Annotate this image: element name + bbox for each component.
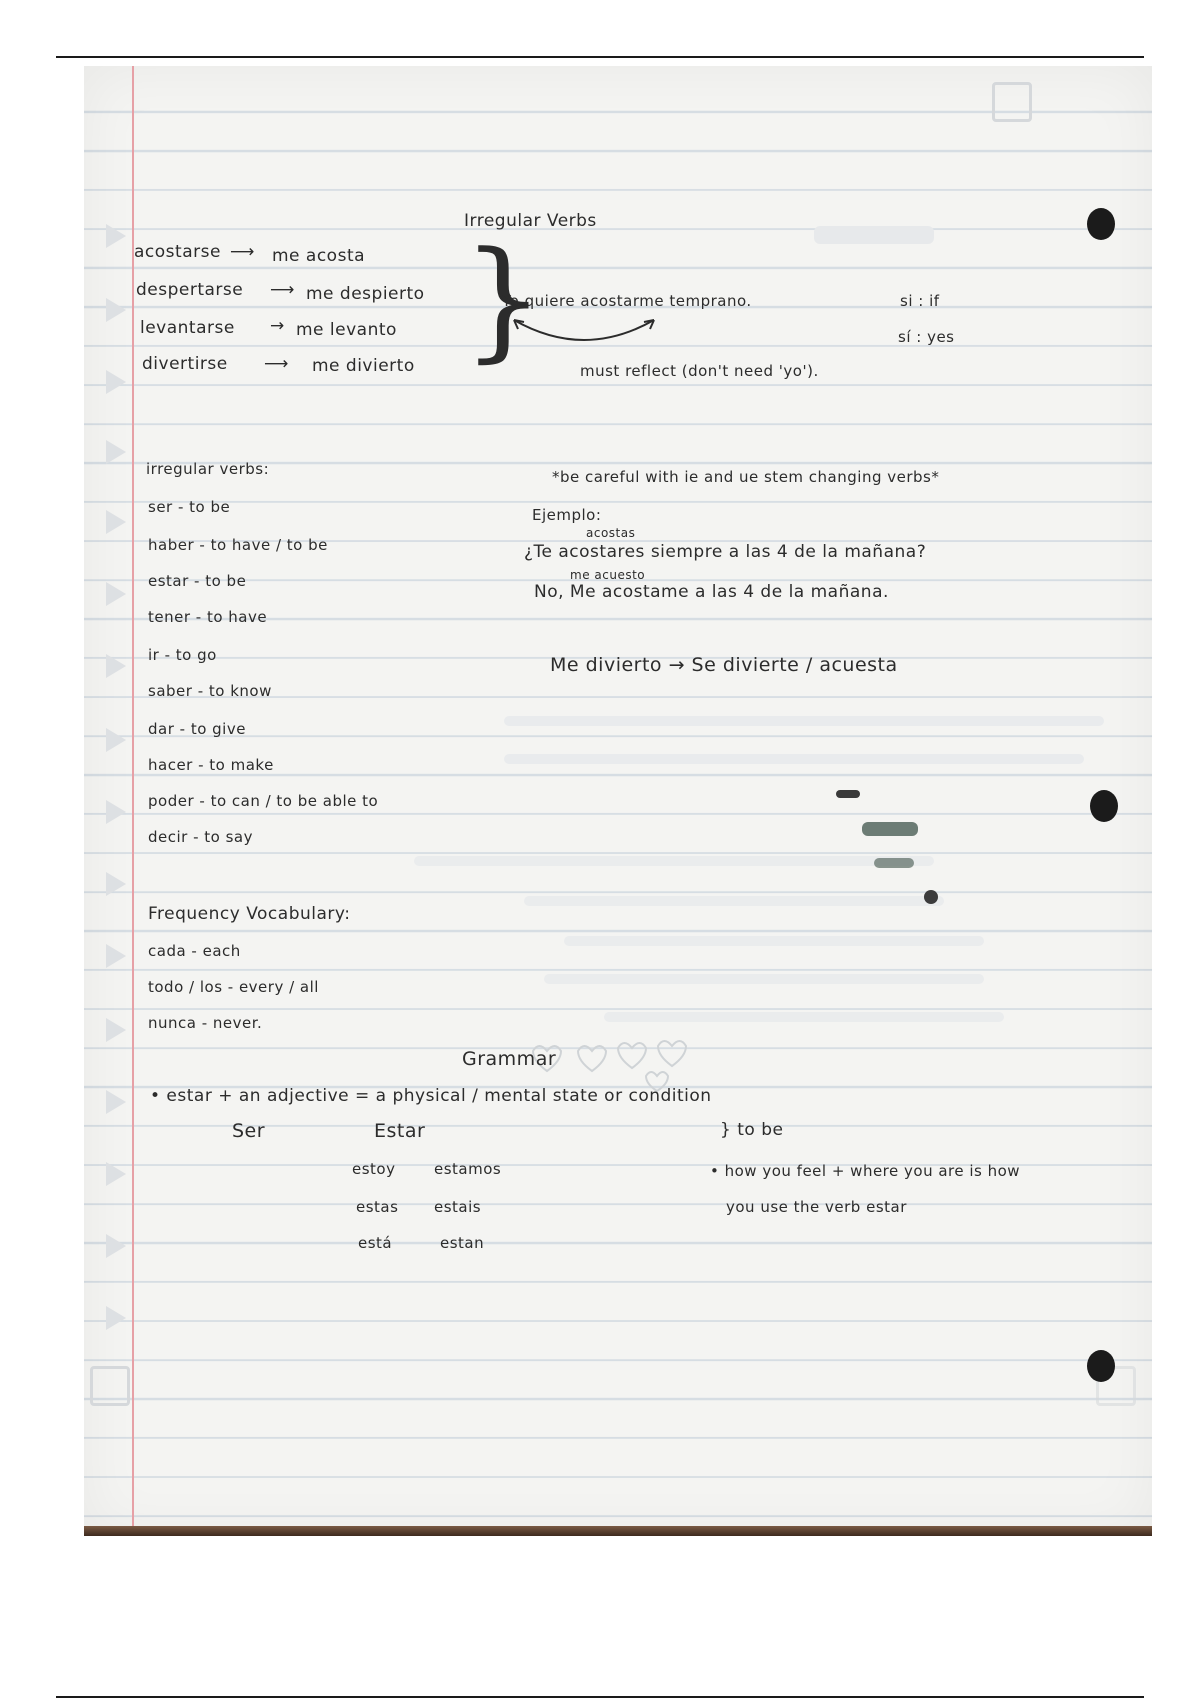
curved-arrow-icon [504,312,664,352]
frequency-item: nunca - never. [148,1014,263,1032]
page-bottom-edge [84,1526,1152,1536]
grammar-rule: • estar + an adjective = a physical / mental state or condition [150,1086,712,1106]
corner-logo-icon [992,82,1032,122]
bleed-through-mark [544,974,984,984]
bleed-triangle-icon [106,872,126,896]
reflexive-form: me acosta [272,246,366,266]
bleed-triangle-icon [106,582,126,606]
bleed-triangle-icon [106,944,126,968]
arrow-icon: → [270,316,285,336]
bleed-through-mark [814,226,934,244]
reflexive-verb: despertarse [136,280,244,300]
bleed-triangle-icon [106,1234,126,1258]
ink-scribble [924,890,938,904]
conjugation-cell: está [358,1234,393,1252]
bleed-triangle-icon [106,800,126,824]
example-answer: No, Me acostame a las 4 de la mañana. [534,582,889,602]
estar-label: Estar [374,1120,426,1142]
bleed-triangle-icon [106,298,126,322]
irregular-verb-item: dar - to give [148,720,246,738]
irregular-verb-item: haber - to have / to be [148,536,328,554]
si-yes-note: sí : yes [898,328,955,346]
irregular-verbs-title: Irregular Verbs [464,211,597,231]
reflexive-verb: levantarse [140,318,235,338]
conjugation-cell: estais [434,1198,482,1216]
arrow-icon: ⟶ [230,242,255,262]
bleed-through-mark [414,856,934,866]
irregular-verb-item: decir - to say [148,828,253,846]
irregular-verb-item: ser - to be [148,498,231,516]
how-you-feel-note: • how you feel + where you are is how [710,1162,1021,1180]
bleed-through-mark [604,1012,1004,1022]
ink-scribble [874,858,914,868]
bleed-triangle-icon [106,224,126,248]
bleed-triangle-icon [106,1090,126,1114]
notebook-page [84,66,1152,1536]
conjugation-cell: estamos [434,1160,502,1178]
top-rule [56,56,1144,58]
bleed-triangle-icon [106,370,126,394]
brace-icon: } [462,223,545,375]
bleed-triangle-icon [106,1306,126,1330]
ejemplo-label: Ejemplo: [532,506,602,524]
reflexive-form: me despierto [306,284,425,304]
conjugation-cell: estoy [352,1160,396,1178]
bleed-triangle-icon [106,510,126,534]
grammar-title: Grammar [462,1048,557,1070]
margin-line [132,66,134,1536]
binder-hole [1087,1350,1115,1382]
careful-note: *be careful with ie and ue stem changing verbs* [552,468,940,486]
conjugation-cell: estan [440,1234,485,1252]
frequency-item: cada - each [148,942,241,960]
ink-scribble [862,822,918,836]
arrow-icon: ⟶ [264,354,289,374]
example-sentence: Yo quiere acostarme temprano. [502,292,752,310]
bleed-triangle-icon [106,654,126,678]
bleed-through-mark [524,896,944,906]
conjugation-cell: estas [356,1198,399,1216]
frequency-header: Frequency Vocabulary: [148,904,351,924]
irregular-verb-item: poder - to can / to be able to [148,792,379,810]
arrow-icon: ⟶ [270,280,295,300]
irregular-verb-item: saber - to know [148,682,272,700]
must-reflect-note: must reflect (don't need 'yo'). [580,362,819,380]
reflexive-form: me divierto [312,356,415,376]
bleed-triangle-icon [106,1162,126,1186]
bleed-triangle-icon [106,1018,126,1042]
bleed-triangle-icon [106,728,126,752]
to-be-note: } to be [720,1120,784,1140]
ser-label: Ser [232,1120,266,1142]
bleed-triangle-icon [106,440,126,464]
irregular-verb-item: tener - to have [148,608,268,626]
si-if-note: si : if [900,292,940,310]
how-you-feel-note: you use the verb estar [726,1198,907,1216]
binder-hole [1090,790,1118,822]
irregular-verb-item: hacer - to make [148,756,274,774]
correction-note: me acuesto [570,568,646,582]
irregular-verb-item: estar - to be [148,572,247,590]
frequency-item: todo / los - every / all [148,978,319,996]
reflexive-form: me levanto [296,320,397,340]
bleed-through-mark [564,936,984,946]
bleed-through-mark [504,716,1104,726]
reflexive-verb: divertirse [142,354,228,374]
correction-note: acostas [586,526,636,540]
example-question: ¿Te acostares siempre a las 4 de la mañana? [524,542,927,562]
ink-scribble [836,790,860,798]
bleed-through-mark [504,754,1084,764]
reflexive-verb: acostarse [134,242,221,262]
bottom-rule [56,1696,1144,1698]
irregular-verbs-header: irregular verbs: [146,460,270,478]
binder-hole [1087,208,1115,240]
irregular-verb-item: ir - to go [148,646,217,664]
divierto-line: Me divierto → Se divierte / acuesta [550,654,898,676]
corner-logo-icon [90,1366,130,1406]
